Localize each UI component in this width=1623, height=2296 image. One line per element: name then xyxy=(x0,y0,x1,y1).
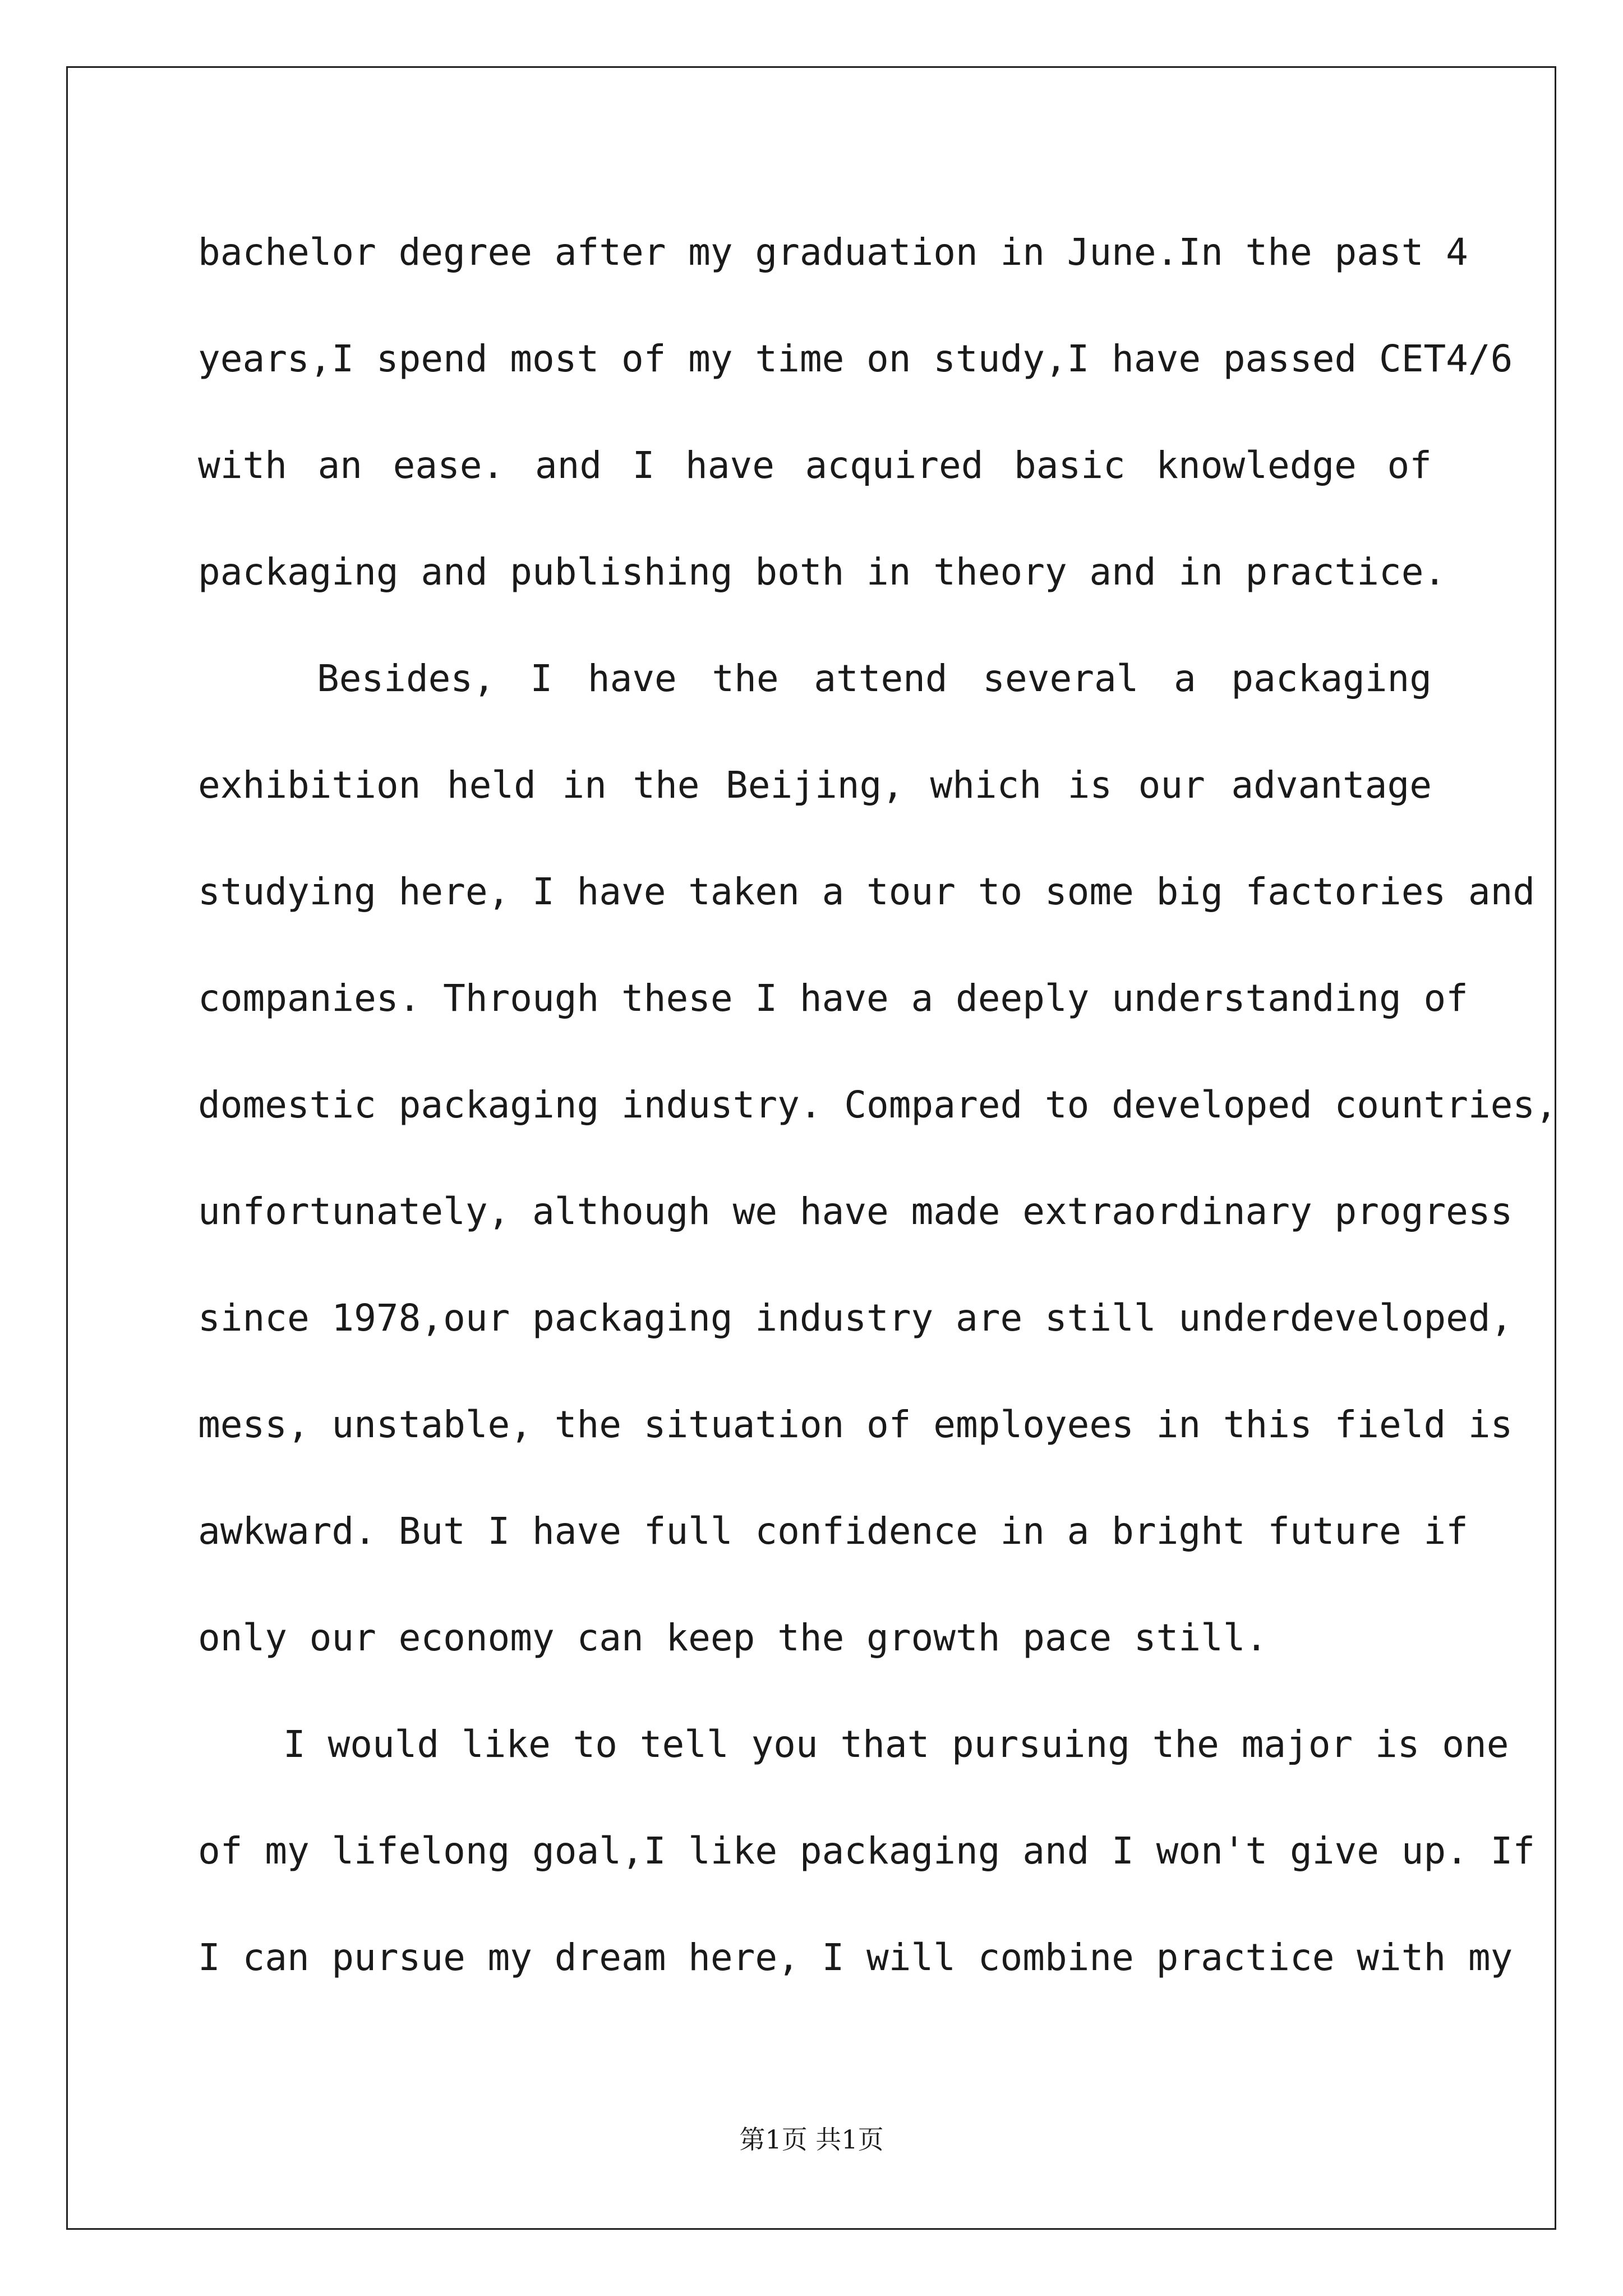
text-line: of my lifelong goal,I like packaging and I won't give up. If xyxy=(198,1829,1536,1872)
text-line: years,I spend most of my time on study,I have passed CET4/6 xyxy=(198,337,1513,380)
text-line: I can pursue my dream here, I will combine practice with my xyxy=(198,1936,1513,1979)
text-line: exhibition held in the Beijing, which is our advantage xyxy=(198,763,1432,807)
text-line: studying here, I have taken a tour to some big factories and xyxy=(198,870,1536,913)
text-line: bachelor degree after my graduation in June.In the past 4 xyxy=(198,231,1468,274)
text-line: awkward. But I have full confidence in a bright future if xyxy=(198,1510,1468,1553)
text-line: only our economy can keep the growth pace still. xyxy=(198,1616,1268,1659)
text-line: domestic packaging industry. Compared to developed countries, xyxy=(198,1083,1557,1126)
text-line: companies. Through these I have a deeply understanding of xyxy=(198,977,1468,1020)
text-line: unfortunately, although we have made extraordinary progress xyxy=(198,1190,1513,1233)
page-border xyxy=(66,66,1556,2230)
text-line: mess, unstable, the situation of employees in this field is xyxy=(198,1403,1513,1446)
paragraph-first-line: Besides, I have the attend several a packaging xyxy=(317,657,1432,700)
text-line: packaging and publishing both in theory and in practice. xyxy=(198,550,1446,593)
text-line: since 1978,our packaging industry are still underdeveloped, xyxy=(198,1296,1513,1340)
text-line: with an ease. and I have acquired basic knowledge of xyxy=(198,444,1432,487)
paragraph-first-line: I would like to tell you that pursuing the major is one xyxy=(283,1723,1509,1766)
page-footer: 第1页 共1页 xyxy=(739,2124,884,2155)
